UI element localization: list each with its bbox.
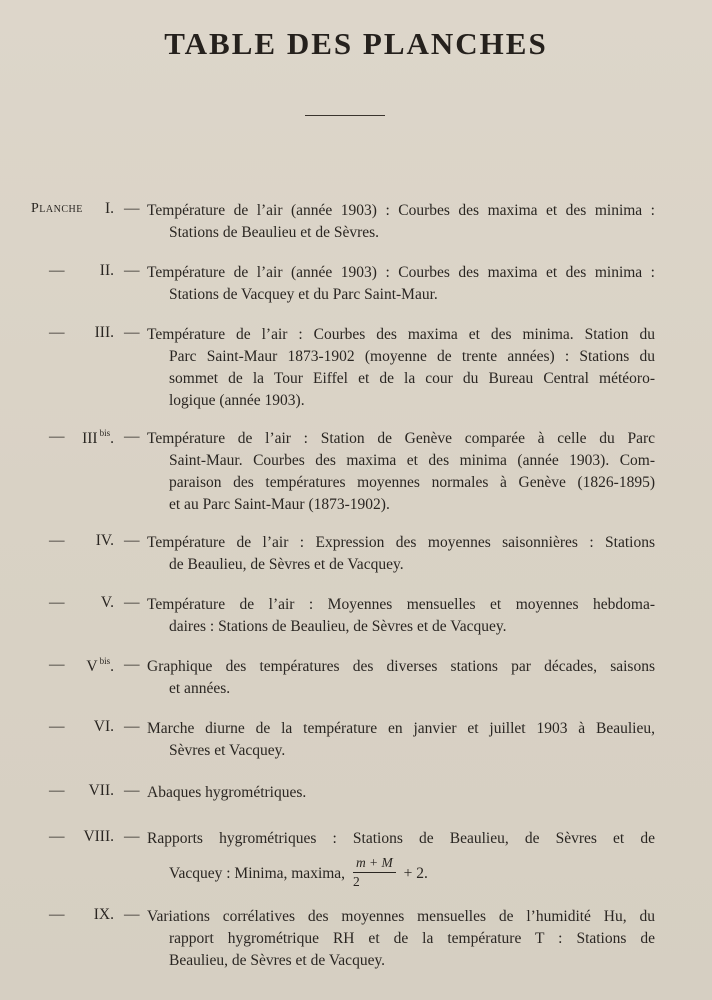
formula-before: Vacquey : Minima, maxima, [169,865,349,882]
description-line: Stations de Vacquey et du Parc Saint-Maur. [169,286,438,303]
plate-prefix [0,718,116,740]
plate-description [147,262,655,306]
plate-numeral-tail: . [110,658,114,675]
continuation-dash: — [49,532,65,549]
continuation-dash: — [49,656,65,673]
plate-numeral [95,324,114,342]
plate-numeral-text: III. [94,324,114,341]
plate-numeral-text: I. [104,200,114,217]
plate-numeral-text: VII. [88,782,114,799]
description-line: de Beaulieu, de Sèvres et de Vacquey. [169,556,404,573]
description-line: et années. [169,680,231,697]
description-line: rapport hygrométrique RH et de la température T : Stations de [169,930,655,947]
entry-separator: — [124,594,140,611]
plate-prefix [0,782,116,804]
plate-numeral [94,718,114,736]
plate-description [147,200,655,244]
plate-numeral [105,200,114,218]
description-line: daires : Stations de Beaulieu, de Sèvres et de Vacquey. [169,618,507,635]
description-line: Beaulieu, de Sèvres et de Vacquey. [169,952,386,969]
entry-separator: — [124,906,140,923]
plate-description [147,782,655,804]
description-line: Température de l’air : Courbes des maxima et des minima. Station du [147,326,655,343]
plate-numeral [82,428,114,448]
description-line: Température de l’air (année 1903) : Courbes des maxima et des minima : [147,264,655,281]
plate-numeral-text: V [86,658,98,675]
description-line: Température de l’air : Station de Genève comparée à celle du Parc [147,430,655,447]
planche-label: Planche [31,201,83,216]
continuation-dash: — [49,428,65,445]
description-line: Température de l’air : Moyennes mensuelles et moyennes hebdoma- [147,596,655,613]
fraction-denominator: 2 [352,873,360,889]
plate-description [147,428,655,516]
entry-separator: — [124,200,140,217]
title-divider [305,115,385,116]
continuation-dash: — [49,324,65,341]
plate-prefix [0,594,116,616]
plate-prefix [0,828,116,850]
description-line: Graphique des températures des diverses stations par décades, saisons [147,658,655,675]
plate-prefix [0,324,116,346]
plate-description [147,656,655,700]
formula-line [147,854,655,894]
plate-numeral-text: II. [99,262,114,279]
plate-numeral-text: VIII. [83,828,114,845]
continuation-dash: — [49,262,65,279]
plate-numeral-suffix: bis [99,656,111,666]
plate-prefix [0,906,116,928]
plate-numeral-text: IV. [95,532,114,549]
description-line: Rapports hygrométriques : Stations de Beaulieu, de Sèvres et de [147,830,655,847]
plate-numeral [101,594,114,612]
fraction [353,855,396,890]
continuation-dash: — [49,828,65,845]
description-line: Stations de Beaulieu et de Sèvres. [169,224,380,241]
plate-prefix [0,656,116,678]
plate-prefix [0,428,116,450]
plate-description [147,532,655,576]
entry-separator: — [124,532,140,549]
entry-separator: — [124,656,140,673]
continuation-dash: — [49,782,65,799]
plate-numeral [96,532,114,550]
plate-numeral-tail: . [110,430,114,447]
fraction-numerator: m + M [353,855,396,873]
description-line: Marche diurne de la température en janvier et juillet 1903 à Beaulieu, [147,720,655,737]
description-line: Température de l’air (année 1903) : Courbes des maxima et des minima : [147,202,655,219]
entry-separator: — [124,782,140,799]
plate-numeral-suffix: bis [99,428,111,438]
plate-numeral-text: V. [100,594,114,611]
plate-numeral-text: VI. [93,718,114,735]
plate-prefix [0,532,116,554]
continuation-dash: — [49,594,65,611]
plate-numeral [83,828,114,846]
plate-numeral-text: IX. [93,906,114,923]
plate-description [147,828,655,894]
plate-prefix [0,262,116,284]
description-line: et au Parc Saint-Maur (1873-1902). [169,496,390,513]
plate-numeral-text: III [82,430,98,447]
plate-prefix [0,200,116,222]
entry-separator: — [124,428,140,445]
description-line: logique (année 1903). [169,392,305,409]
plate-numeral [94,906,114,924]
plate-description [147,324,655,412]
entry-separator: — [124,324,140,341]
plate-description [147,718,655,762]
plate-description [147,594,655,638]
entry-separator: — [124,262,140,279]
description-line: Température de l’air : Expression des moyennes saisonnières : Stations [147,534,655,551]
page-title: TABLE DES PLANCHES [164,26,548,61]
description-line: Abaques hygrométriques. [147,784,307,801]
continuation-dash: — [49,906,65,923]
description-line: sommet de la Tour Eiffel et de la cour du Bureau Central météoro- [169,370,655,387]
continuation-dash: — [49,718,65,735]
plate-numeral [86,656,114,676]
description-line: Parc Saint-Maur 1873-1902 (moyenne de trente années) : Stations du [169,348,655,365]
plate-numeral [100,262,114,280]
plate-description [147,906,655,972]
plate-numeral [89,782,114,800]
description-line: Saint-Maur. Courbes des maxima et des minima (année 1903). Com- [169,452,655,469]
description-line: paraison des températures moyennes normales à Genève (1826-1895) [169,474,655,491]
description-line: Variations corrélatives des moyennes mensuelles de l’humidité Hu, du [147,908,655,925]
entry-separator: — [124,828,140,845]
formula-after: + 2. [399,865,428,882]
description-line: Sèvres et Vacquey. [169,742,286,759]
entry-separator: — [124,718,140,735]
